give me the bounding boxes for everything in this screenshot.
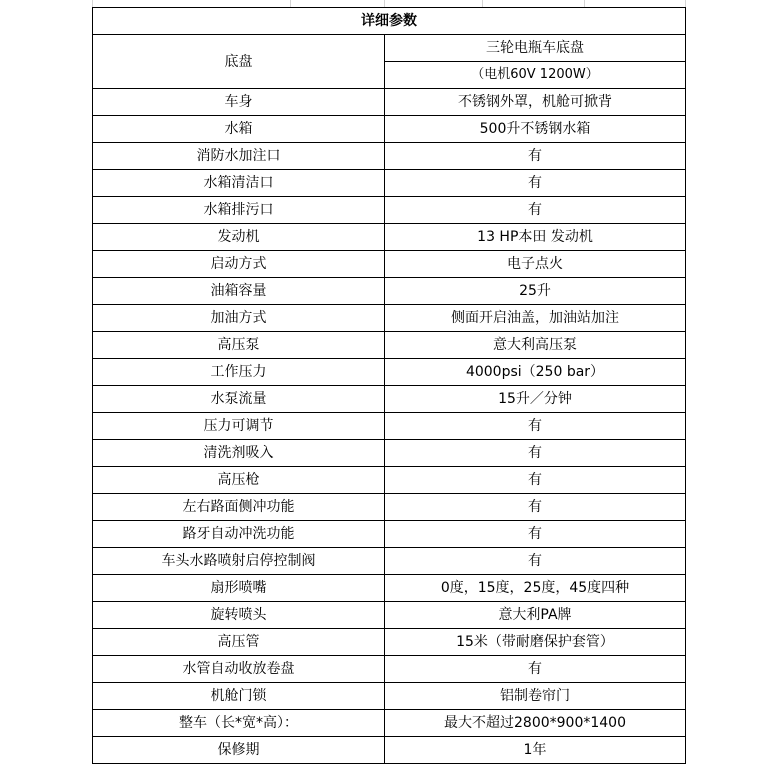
row-label-chassis: 底盘 [93, 35, 385, 89]
table-row [93, 737, 686, 764]
row-value: 有 [385, 548, 686, 575]
table-row [93, 35, 686, 62]
row-label: 车身 [93, 89, 385, 116]
row-label: 整车（长*宽*高）： [93, 710, 385, 737]
row-label: 扇形喷嘴 [93, 575, 385, 602]
row-label: 左右路面侧冲功能 [93, 494, 385, 521]
table-row [93, 359, 686, 386]
row-value: 有 [385, 197, 686, 224]
table-row [93, 629, 686, 656]
row-label: 加油方式 [93, 305, 385, 332]
row-value: 侧面开启油盖，加油站加注 [385, 305, 686, 332]
table-row [93, 386, 686, 413]
row-label: 高压泵 [93, 332, 385, 359]
table-row [93, 710, 686, 737]
row-value: 意大利高压泵 [385, 332, 686, 359]
row-value: 15米（带耐磨保护套管） [385, 629, 686, 656]
row-value: 有 [385, 494, 686, 521]
row-value: 不锈钢外罩，机舱可掀背 [385, 89, 686, 116]
table-row [93, 170, 686, 197]
table-row [93, 251, 686, 278]
table-row [93, 332, 686, 359]
row-label: 压力可调节 [93, 413, 385, 440]
row-value: 25升 [385, 278, 686, 305]
row-label: 旋转喷头 [93, 602, 385, 629]
row-label: 保修期 [93, 737, 385, 764]
table-row [93, 197, 686, 224]
row-label: 工作压力 [93, 359, 385, 386]
table-title-row [93, 8, 686, 35]
table-row [93, 494, 686, 521]
row-label: 路牙自动冲洗功能 [93, 521, 385, 548]
table-row [93, 548, 686, 575]
row-value-chassis-line1: 三轮电瓶车底盘 [385, 35, 686, 62]
table-row [93, 224, 686, 251]
row-value: 有 [385, 467, 686, 494]
row-label: 高压管 [93, 629, 385, 656]
row-value: 0度，15度，25度，45度四种 [385, 575, 686, 602]
row-label: 水管自动收放卷盘 [93, 656, 385, 683]
row-value: 有 [385, 440, 686, 467]
table-row [93, 116, 686, 143]
row-value: 4000psi（250 bar） [385, 359, 686, 386]
row-value: 500升不锈钢水箱 [385, 116, 686, 143]
table-title: 详细参数 [93, 8, 686, 35]
table-row [93, 89, 686, 116]
row-label: 水箱清洁口 [93, 170, 385, 197]
row-value: 铝制卷帘门 [385, 683, 686, 710]
row-value: 有 [385, 521, 686, 548]
row-value: 有 [385, 143, 686, 170]
row-label: 油箱容量 [93, 278, 385, 305]
row-value: 13 HP本田 发动机 [385, 224, 686, 251]
row-value: 电子点火 [385, 251, 686, 278]
row-label: 车头水路喷射启停控制阀 [93, 548, 385, 575]
row-label: 启动方式 [93, 251, 385, 278]
table-row [93, 656, 686, 683]
row-label: 消防水加注口 [93, 143, 385, 170]
row-label: 机舱门锁 [93, 683, 385, 710]
table-row [93, 143, 686, 170]
row-value: 1年 [385, 737, 686, 764]
row-label: 清洗剂吸入 [93, 440, 385, 467]
table-row [93, 305, 686, 332]
table-row [93, 521, 686, 548]
table-row [93, 683, 686, 710]
row-label: 水箱排污口 [93, 197, 385, 224]
table-row [93, 278, 686, 305]
row-label: 水泵流量 [93, 386, 385, 413]
row-label: 发动机 [93, 224, 385, 251]
spreadsheet-gridlines [0, 0, 777, 7]
table-row [93, 602, 686, 629]
row-value: 15升／分钟 [385, 386, 686, 413]
row-label: 水箱 [93, 116, 385, 143]
table-row [93, 575, 686, 602]
table-row [93, 413, 686, 440]
row-value: 有 [385, 656, 686, 683]
row-value-chassis-line2: （电机60V 1200W） [385, 62, 686, 89]
row-value: 最大不超过2800*900*1400 [385, 710, 686, 737]
row-value: 意大利PA牌 [385, 602, 686, 629]
row-label: 高压枪 [93, 467, 385, 494]
row-value: 有 [385, 170, 686, 197]
table-row [93, 440, 686, 467]
spec-table [92, 7, 686, 764]
row-value: 有 [385, 413, 686, 440]
table-row [93, 467, 686, 494]
